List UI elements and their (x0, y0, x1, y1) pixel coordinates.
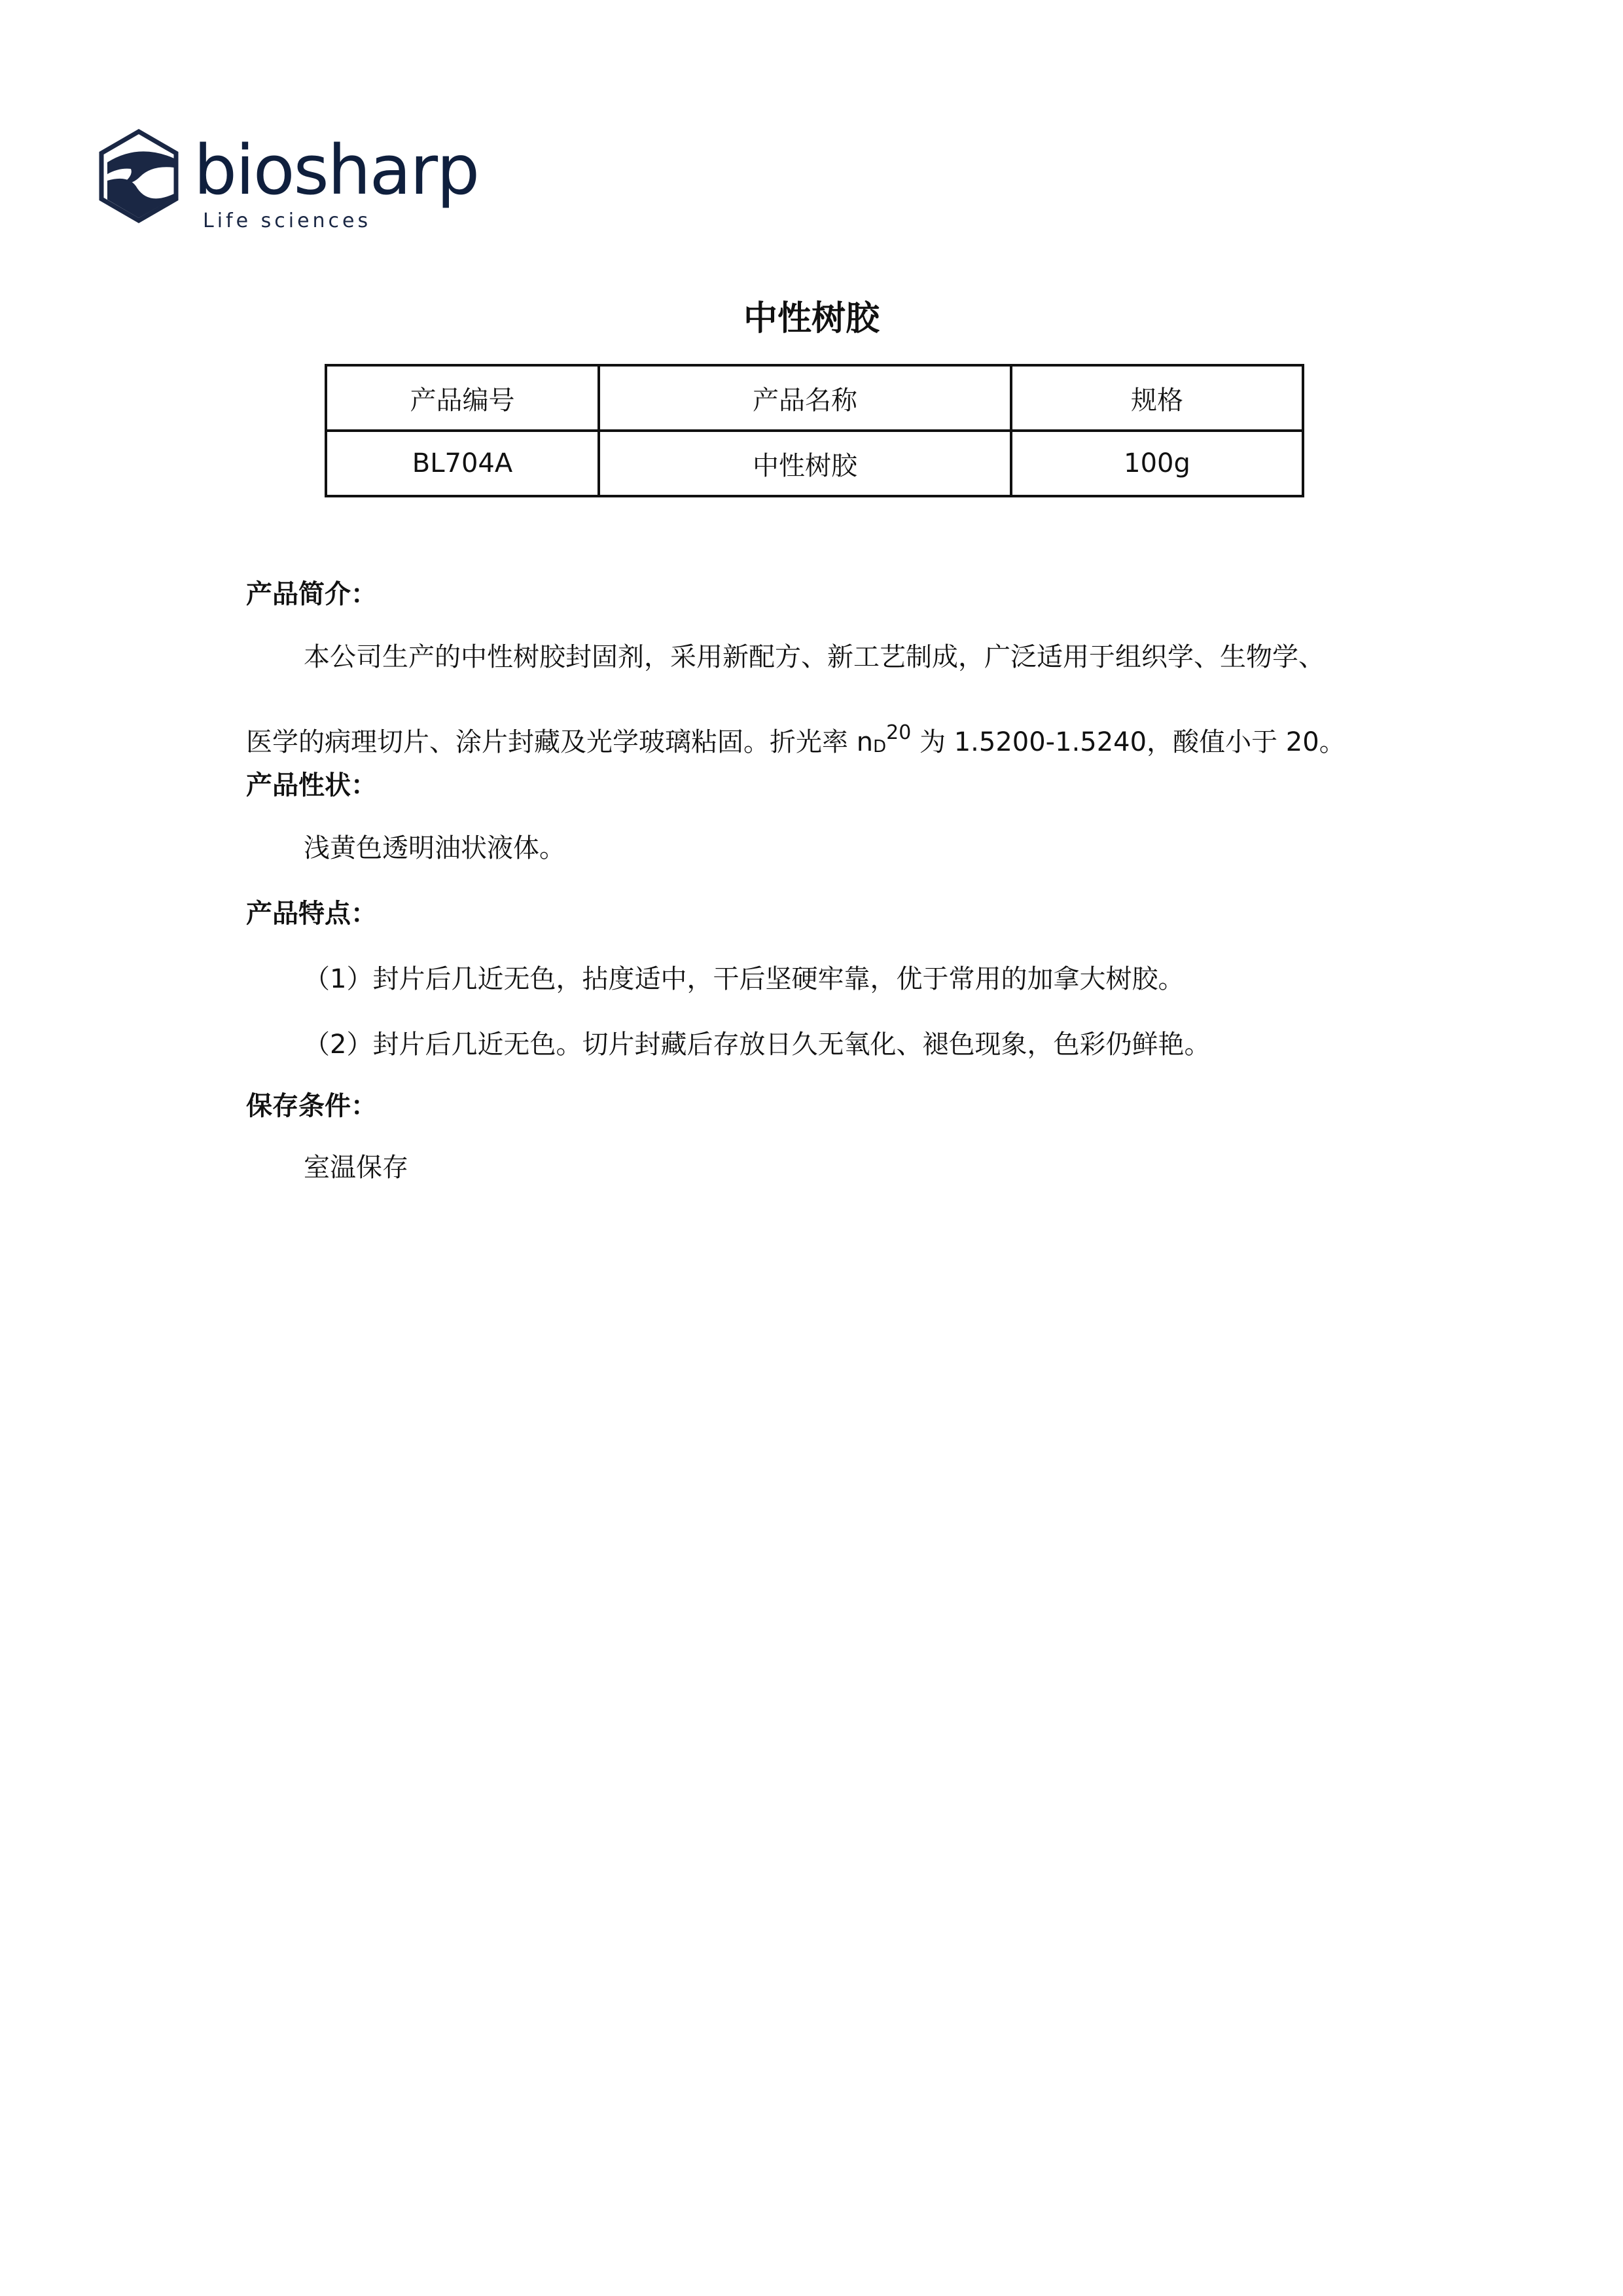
brand-logo (97, 128, 490, 240)
appearance-text: 浅黄色透明油状液体。 (304, 833, 565, 863)
refractive-index-subscript: D (873, 737, 887, 757)
feature-item-1: （1）封片后几近无色，拈度适中，干后坚硬牢靠，优于常用的加拿大树胶。 (304, 964, 1185, 994)
intro-line-2 (246, 715, 1346, 765)
table-row (326, 431, 1303, 496)
document-title: 中性树胶 (743, 299, 880, 338)
feature-item-2: （2）封片后几近无色。切片封藏后存放日久无氧化、褪色现象，色彩仍鲜艳。 (304, 1030, 1211, 1060)
product-spec-table (325, 364, 1304, 497)
logo-wordmark: biosharp (194, 130, 479, 210)
header-product-code: 产品编号 (326, 365, 599, 431)
header-specification: 规格 (1011, 365, 1303, 431)
cell-specification: 100g (1011, 431, 1303, 496)
intro-heading: 产品简介： (246, 579, 377, 609)
cell-product-name: 中性树胶 (599, 431, 1011, 496)
logo-tagline: Life sciences (203, 209, 372, 232)
storage-heading: 保存条件： (246, 1091, 377, 1121)
table-header-row (326, 365, 1303, 431)
intro-line-1: 本公司生产的中性树胶封固剂，采用新配方、新工艺制成，广泛适用于组织学、生物学、 (304, 642, 1325, 672)
intro-line-2-start: 医学的病理切片、涂片封藏及光学玻璃粘固。折光率 n (246, 727, 874, 757)
appearance-heading: 产品性状： (246, 770, 377, 800)
refractive-index-superscript: 20 (886, 721, 912, 744)
cell-product-code: BL704A (326, 431, 599, 496)
features-heading: 产品特点： (246, 899, 377, 929)
intro-line-2-end: 为 1.5200-1.5240，酸值小于 20。 (911, 727, 1346, 757)
storage-text: 室温保存 (304, 1153, 408, 1183)
hexagon-eagle-icon (97, 128, 181, 224)
header-product-name: 产品名称 (599, 365, 1011, 431)
